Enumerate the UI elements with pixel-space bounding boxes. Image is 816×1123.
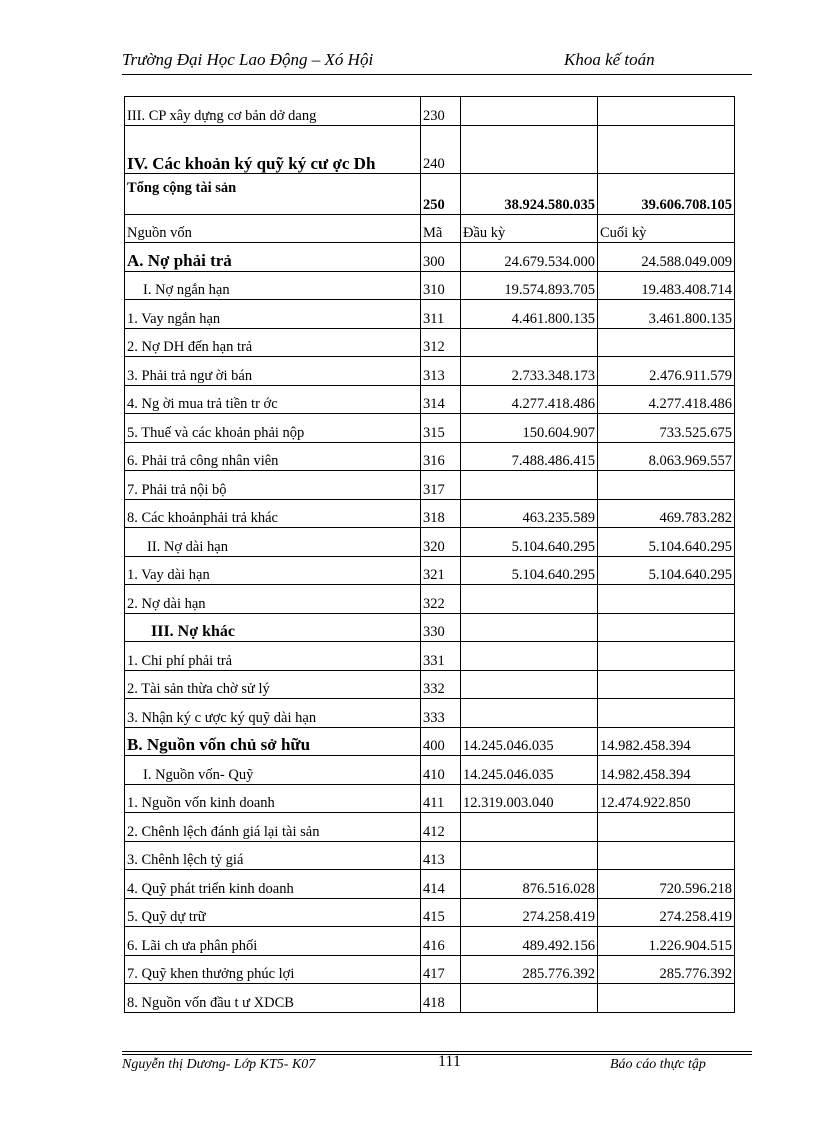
table-row	[125, 556, 735, 585]
row-end-value: 12.474.922.850	[598, 784, 735, 813]
row-start-value: 2.733.348.173	[461, 357, 598, 386]
row-end-value: 1.226.904.515	[598, 927, 735, 956]
table-row	[125, 955, 735, 984]
row-end-value	[598, 670, 735, 699]
row-code: 300	[421, 243, 461, 272]
table-row	[125, 328, 735, 357]
row-code: 411	[421, 784, 461, 813]
row-start-value	[461, 328, 598, 357]
table-row	[125, 499, 735, 528]
footer-rule	[122, 1054, 752, 1055]
table-row	[125, 870, 735, 899]
row-end-value	[598, 984, 735, 1013]
row-start-value: 274.258.419	[461, 898, 598, 927]
row-code: 314	[421, 385, 461, 414]
row-start-value: 463.235.589	[461, 499, 598, 528]
row-start-value	[461, 125, 598, 173]
row-code: 330	[421, 613, 461, 642]
row-start-value: 38.924.580.035	[461, 173, 598, 214]
row-label: I. Nguồn vốn- Quỹ	[125, 756, 421, 785]
row-start-value: 150.604.907	[461, 414, 598, 443]
row-start-value	[461, 471, 598, 500]
table-row	[125, 442, 735, 471]
row-end-value: 14.982.458.394	[598, 756, 735, 785]
row-start-value	[461, 642, 598, 671]
row-end-value: 3.461.800.135	[598, 300, 735, 329]
row-code: 315	[421, 414, 461, 443]
table-row	[125, 613, 735, 642]
row-start-value: 24.679.534.000	[461, 243, 598, 272]
row-label: 2. Chênh lệch đánh giá lại tài sản	[125, 813, 421, 842]
table-row	[125, 585, 735, 614]
row-end-value: 5.104.640.295	[598, 556, 735, 585]
row-end-value: 19.483.408.714	[598, 271, 735, 300]
table-row	[125, 271, 735, 300]
row-label: 2. Nợ DH đến hạn trả	[125, 328, 421, 357]
row-end-value	[598, 328, 735, 357]
row-code: 316	[421, 442, 461, 471]
row-label: 4. Ng ời mua trả tiền tr ớc	[125, 385, 421, 414]
column-header-row	[125, 214, 735, 243]
row-code: 415	[421, 898, 461, 927]
col-header-start: Đầu kỳ	[461, 214, 598, 243]
row-end-value: 5.104.640.295	[598, 528, 735, 557]
row-end-value	[598, 642, 735, 671]
row-end-value	[598, 841, 735, 870]
row-code: 414	[421, 870, 461, 899]
table-row	[125, 642, 735, 671]
row-code: 313	[421, 357, 461, 386]
balance-sheet-table	[124, 96, 735, 1013]
row-start-value: 489.492.156	[461, 927, 598, 956]
table-row	[125, 243, 735, 272]
table-row	[125, 727, 735, 756]
row-end-value	[598, 585, 735, 614]
footer-author: Nguyễn thị Dương- Lớp KT5- K07	[122, 1057, 316, 1072]
row-label: 3. Nhận ký c ược ký quỹ dài hạn	[125, 699, 421, 728]
row-code: 250	[421, 173, 461, 214]
row-code: 310	[421, 271, 461, 300]
row-label: Tổng cộng tài sản	[125, 173, 421, 214]
row-start-value	[461, 841, 598, 870]
row-code: 240	[421, 125, 461, 173]
table-row	[125, 898, 735, 927]
row-start-value: 7.488.486.415	[461, 442, 598, 471]
table-row	[125, 385, 735, 414]
col-header-code: Mã	[421, 214, 461, 243]
row-code: 320	[421, 528, 461, 557]
row-end-value	[598, 699, 735, 728]
row-code: 311	[421, 300, 461, 329]
row-start-value: 19.574.893.705	[461, 271, 598, 300]
row-label: III. Nợ khác	[125, 613, 421, 642]
row-label: 2. Nợ dài hạn	[125, 585, 421, 614]
header-school: Trường Đại Học Lao Động – Xó Hội	[122, 50, 374, 69]
row-start-value	[461, 984, 598, 1013]
row-start-value	[461, 813, 598, 842]
col-header-source: Nguồn vốn	[125, 214, 421, 243]
row-end-value: 274.258.419	[598, 898, 735, 927]
row-code: 400	[421, 727, 461, 756]
row-end-value	[598, 125, 735, 173]
row-label: 3. Phải trả ngư ời bán	[125, 357, 421, 386]
row-code: 332	[421, 670, 461, 699]
row-start-value	[461, 613, 598, 642]
row-end-value	[598, 97, 735, 126]
table-row	[125, 125, 735, 173]
row-label: 1. Vay ngắn hạn	[125, 300, 421, 329]
row-label: IV. Các khoản ký quỹ ký cư ợc Dh	[125, 125, 421, 173]
row-start-value: 4.277.418.486	[461, 385, 598, 414]
row-label: 1. Nguồn vốn kinh doanh	[125, 784, 421, 813]
table-row	[125, 670, 735, 699]
table-row	[125, 984, 735, 1013]
row-start-value: 12.319.003.040	[461, 784, 598, 813]
row-code: 416	[421, 927, 461, 956]
table-row	[125, 927, 735, 956]
row-end-value: 733.525.675	[598, 414, 735, 443]
row-code: 312	[421, 328, 461, 357]
table-row	[125, 173, 735, 214]
table-row	[125, 784, 735, 813]
col-header-end: Cuối kỳ	[598, 214, 735, 243]
row-code: 230	[421, 97, 461, 126]
row-start-value: 14.245.046.035	[461, 727, 598, 756]
row-label: 6. Lãi ch ưa phân phối	[125, 927, 421, 956]
row-code: 322	[421, 585, 461, 614]
row-start-value	[461, 585, 598, 614]
row-end-value: 469.783.282	[598, 499, 735, 528]
row-end-value: 4.277.418.486	[598, 385, 735, 414]
row-end-value	[598, 813, 735, 842]
row-end-value: 720.596.218	[598, 870, 735, 899]
page-header	[122, 48, 752, 75]
table-row	[125, 414, 735, 443]
row-start-value: 4.461.800.135	[461, 300, 598, 329]
table-row	[125, 699, 735, 728]
header-department: Khoa kế toán	[564, 50, 655, 69]
footer-report-title: Báo cáo thực tập	[610, 1057, 706, 1072]
row-start-value	[461, 670, 598, 699]
row-code: 318	[421, 499, 461, 528]
row-label: 4. Quỹ phát triển kinh doanh	[125, 870, 421, 899]
row-label: 7. Quỹ khen thưởng phúc lợi	[125, 955, 421, 984]
row-label: II. Nợ dài hạn	[125, 528, 421, 557]
row-code: 410	[421, 756, 461, 785]
row-end-value: 285.776.392	[598, 955, 735, 984]
row-label: 1. Chi phí phải trả	[125, 642, 421, 671]
row-code: 317	[421, 471, 461, 500]
row-code: 412	[421, 813, 461, 842]
row-code: 321	[421, 556, 461, 585]
page-number: 111	[438, 1053, 461, 1070]
row-code: 417	[421, 955, 461, 984]
table-row	[125, 841, 735, 870]
footer-rule	[122, 1051, 752, 1052]
row-start-value: 876.516.028	[461, 870, 598, 899]
row-start-value: 285.776.392	[461, 955, 598, 984]
table-row	[125, 528, 735, 557]
row-label: 6. Phải trả công nhân viên	[125, 442, 421, 471]
table-row	[125, 756, 735, 785]
row-code: 331	[421, 642, 461, 671]
table-row	[125, 300, 735, 329]
row-end-value	[598, 613, 735, 642]
row-label: 1. Vay dài hạn	[125, 556, 421, 585]
row-label: 7. Phải trả nội bộ	[125, 471, 421, 500]
row-label: 3. Chênh lệch tỷ giá	[125, 841, 421, 870]
table-row	[125, 471, 735, 500]
row-label: 5. Thuế và các khoản phải nộp	[125, 414, 421, 443]
page-footer	[122, 1051, 752, 1072]
table-row	[125, 97, 735, 126]
row-end-value	[598, 471, 735, 500]
row-code: 413	[421, 841, 461, 870]
row-start-value: 5.104.640.295	[461, 556, 598, 585]
row-label: 2. Tài sản thừa chờ sử lý	[125, 670, 421, 699]
row-code: 333	[421, 699, 461, 728]
row-end-value: 14.982.458.394	[598, 727, 735, 756]
row-end-value: 24.588.049.009	[598, 243, 735, 272]
row-start-value	[461, 97, 598, 126]
row-end-value: 39.606.708.105	[598, 173, 735, 214]
table-row	[125, 813, 735, 842]
row-code: 418	[421, 984, 461, 1013]
row-label: 5. Quỹ dự trữ	[125, 898, 421, 927]
row-start-value: 5.104.640.295	[461, 528, 598, 557]
row-label: B. Nguồn vốn chủ sở hữu	[125, 727, 421, 756]
row-label: 8. Các khoảnphải trả khác	[125, 499, 421, 528]
row-label: III. CP xây dựng cơ bản dở dang	[125, 97, 421, 126]
row-label: I. Nợ ngắn hạn	[125, 271, 421, 300]
row-label: 8. Nguồn vốn đầu t ư XDCB	[125, 984, 421, 1013]
row-end-value: 8.063.969.557	[598, 442, 735, 471]
row-end-value: 2.476.911.579	[598, 357, 735, 386]
table-row	[125, 357, 735, 386]
row-start-value: 14.245.046.035	[461, 756, 598, 785]
row-start-value	[461, 699, 598, 728]
row-label: A. Nợ phải trả	[125, 243, 421, 272]
